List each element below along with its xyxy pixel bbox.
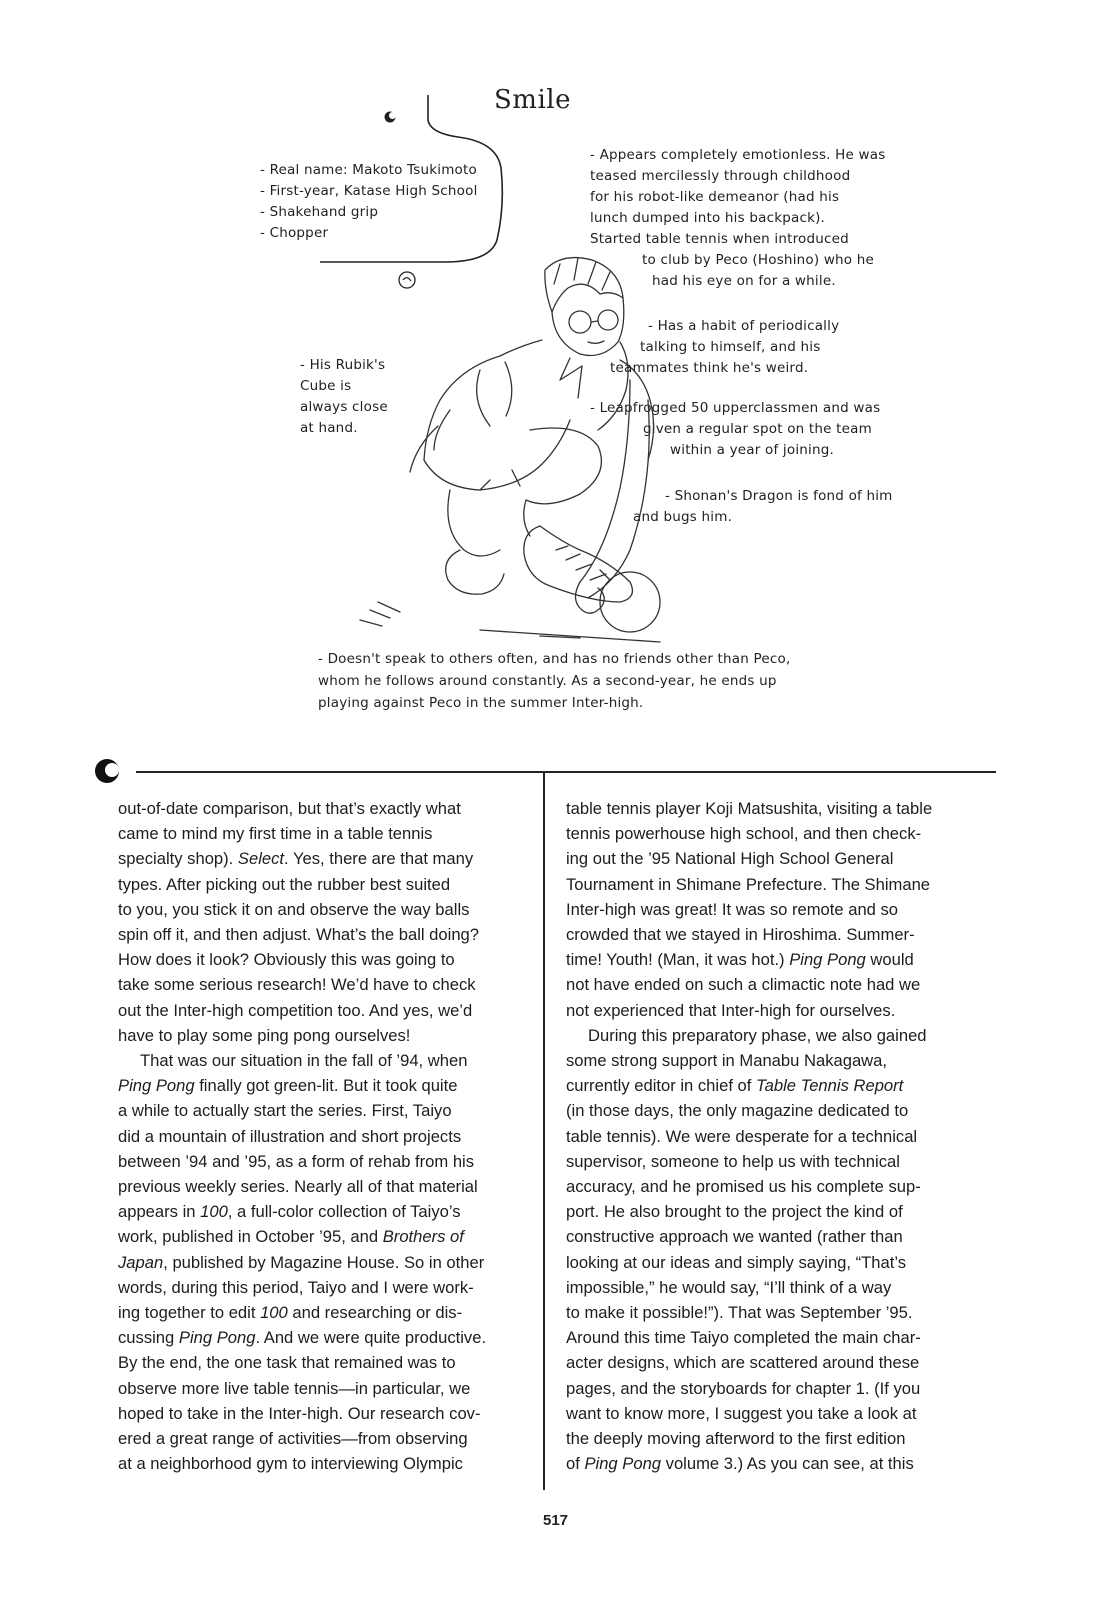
dragon-note: - Shonan's Dragon is fond of him and bugs him.: [633, 488, 893, 525]
emotion-note: - Appears completely emotionless. He was teased mercilessly through childhood for his robot-like demeanor (had his lunch dumped into his backpack). Started table tennis when introduced to club by Peco (Hoshino) who he had his eye on for a while.: [590, 147, 886, 289]
leapfrog-note: - Leapfrogged 50 upperclassmen and was given a regular spot on the team within a year of joining.: [590, 400, 881, 458]
section-divider: [136, 771, 996, 773]
profile-notes: [260, 160, 478, 244]
rubik-note: - His Rubik's Cube is always close at hand.: [300, 357, 388, 436]
page-number: 517: [542, 1512, 569, 1529]
profile-line: - Real name: Makoto Tsukimoto: [260, 162, 477, 178]
habit-note: - Has a habit of periodically talking to himself, and his teammates think he's weird.: [610, 318, 840, 376]
crescent-mark-icon: [385, 112, 397, 123]
profile-line: - Shakehand grip: [260, 204, 379, 220]
right-column: [566, 796, 966, 1476]
player-illustration: [330, 250, 670, 670]
profile-line: - First-year, Katase High School: [260, 183, 478, 199]
body-paragraph: During this preparatory phase, we also gained some strong support in Manabu Nakagawa, currently editor in chief of Table Tennis Report (in those days, the only magazine dedicated to table tennis). We were desperate for a technical supervisor, someone to help us with technical accuracy, and he promised us his complete sup- port. He also brought to the project the kind of constructive approach we wanted (rather than looking at our ideas and simply saying, “That’s impossible,” he would say, “I’ll think of a way to make it possible!”). That was September ’95. Around this time Taiyo completed the main char- acter designs, which are scattered around these pages, and the storyboards for chapter 1. (If you want to know more, I suggest you take a look at the deeply moving afterword to the first edition of Ping Pong volume 3.) As you can see, at this: [566, 1025, 927, 1474]
friends-note: - Doesn't speak to others often, and has no friends other than Peco, whom he follows around constantly. As a second-year, he ends up playing against Peco in the summer Inter-high.: [318, 651, 791, 711]
left-column: [118, 796, 518, 1476]
body-paragraph: out-of-date comparison, but that’s exactly what came to mind my first time in a table tennis specialty shop). Select. Yes, there are that many types. After picking out the rubber best suited to you, you stick it on and observe the way balls spin off it, and then adjust. What’s the ball doing? How does it look? Obviously this was going to take some serious research! We’d have to check out the Inter-high competition too. And yes, we’d have to play some ping pong ourselves!: [118, 799, 480, 1045]
profile-line: - Chopper: [260, 225, 329, 241]
column-rule: [543, 773, 545, 1490]
body-paragraph: That was our situation in the fall of ’94, when Ping Pong finally got green-lit. But it took quite a while to actually start the series. First, Taiyo did a mountain of illustration and short projects between ’94 and ’95, as a form of rehab from his previous weekly series. Nearly all of that material appears in 100, a full-color collection of Taiyo’s work, published in October ’95, and Brothers of Japan, published by Magazine House. So in other words, during this period, Taiyo and I were work- ing together to edit 100 and researching or dis- cussing Ping Pong. And we were quite productive. By the end, the one task that remained was to observe more live table tennis—in particular, we hoped to take in the Inter-high. Our research cov- ered a great range of activities—from observing at a neighborhood gym to interviewing Olympic: [118, 1051, 487, 1474]
section-crescent-icon: [92, 756, 122, 786]
sketch-title: Smile: [494, 85, 571, 115]
body-paragraph: table tennis player Koji Matsushita, visiting a table tennis powerhouse high school, and then check- ing out the ’95 National High School General Tournament in Shimane Prefecture. The Shimane Inter-high was great! It was so remote and so crowded that we stayed in Hiroshima. Summer- time! Youth! (Man, it was hot.) Ping Pong would not have ended on such a climactic note had we not experienced that Inter-high for ourselves.: [566, 799, 933, 1020]
